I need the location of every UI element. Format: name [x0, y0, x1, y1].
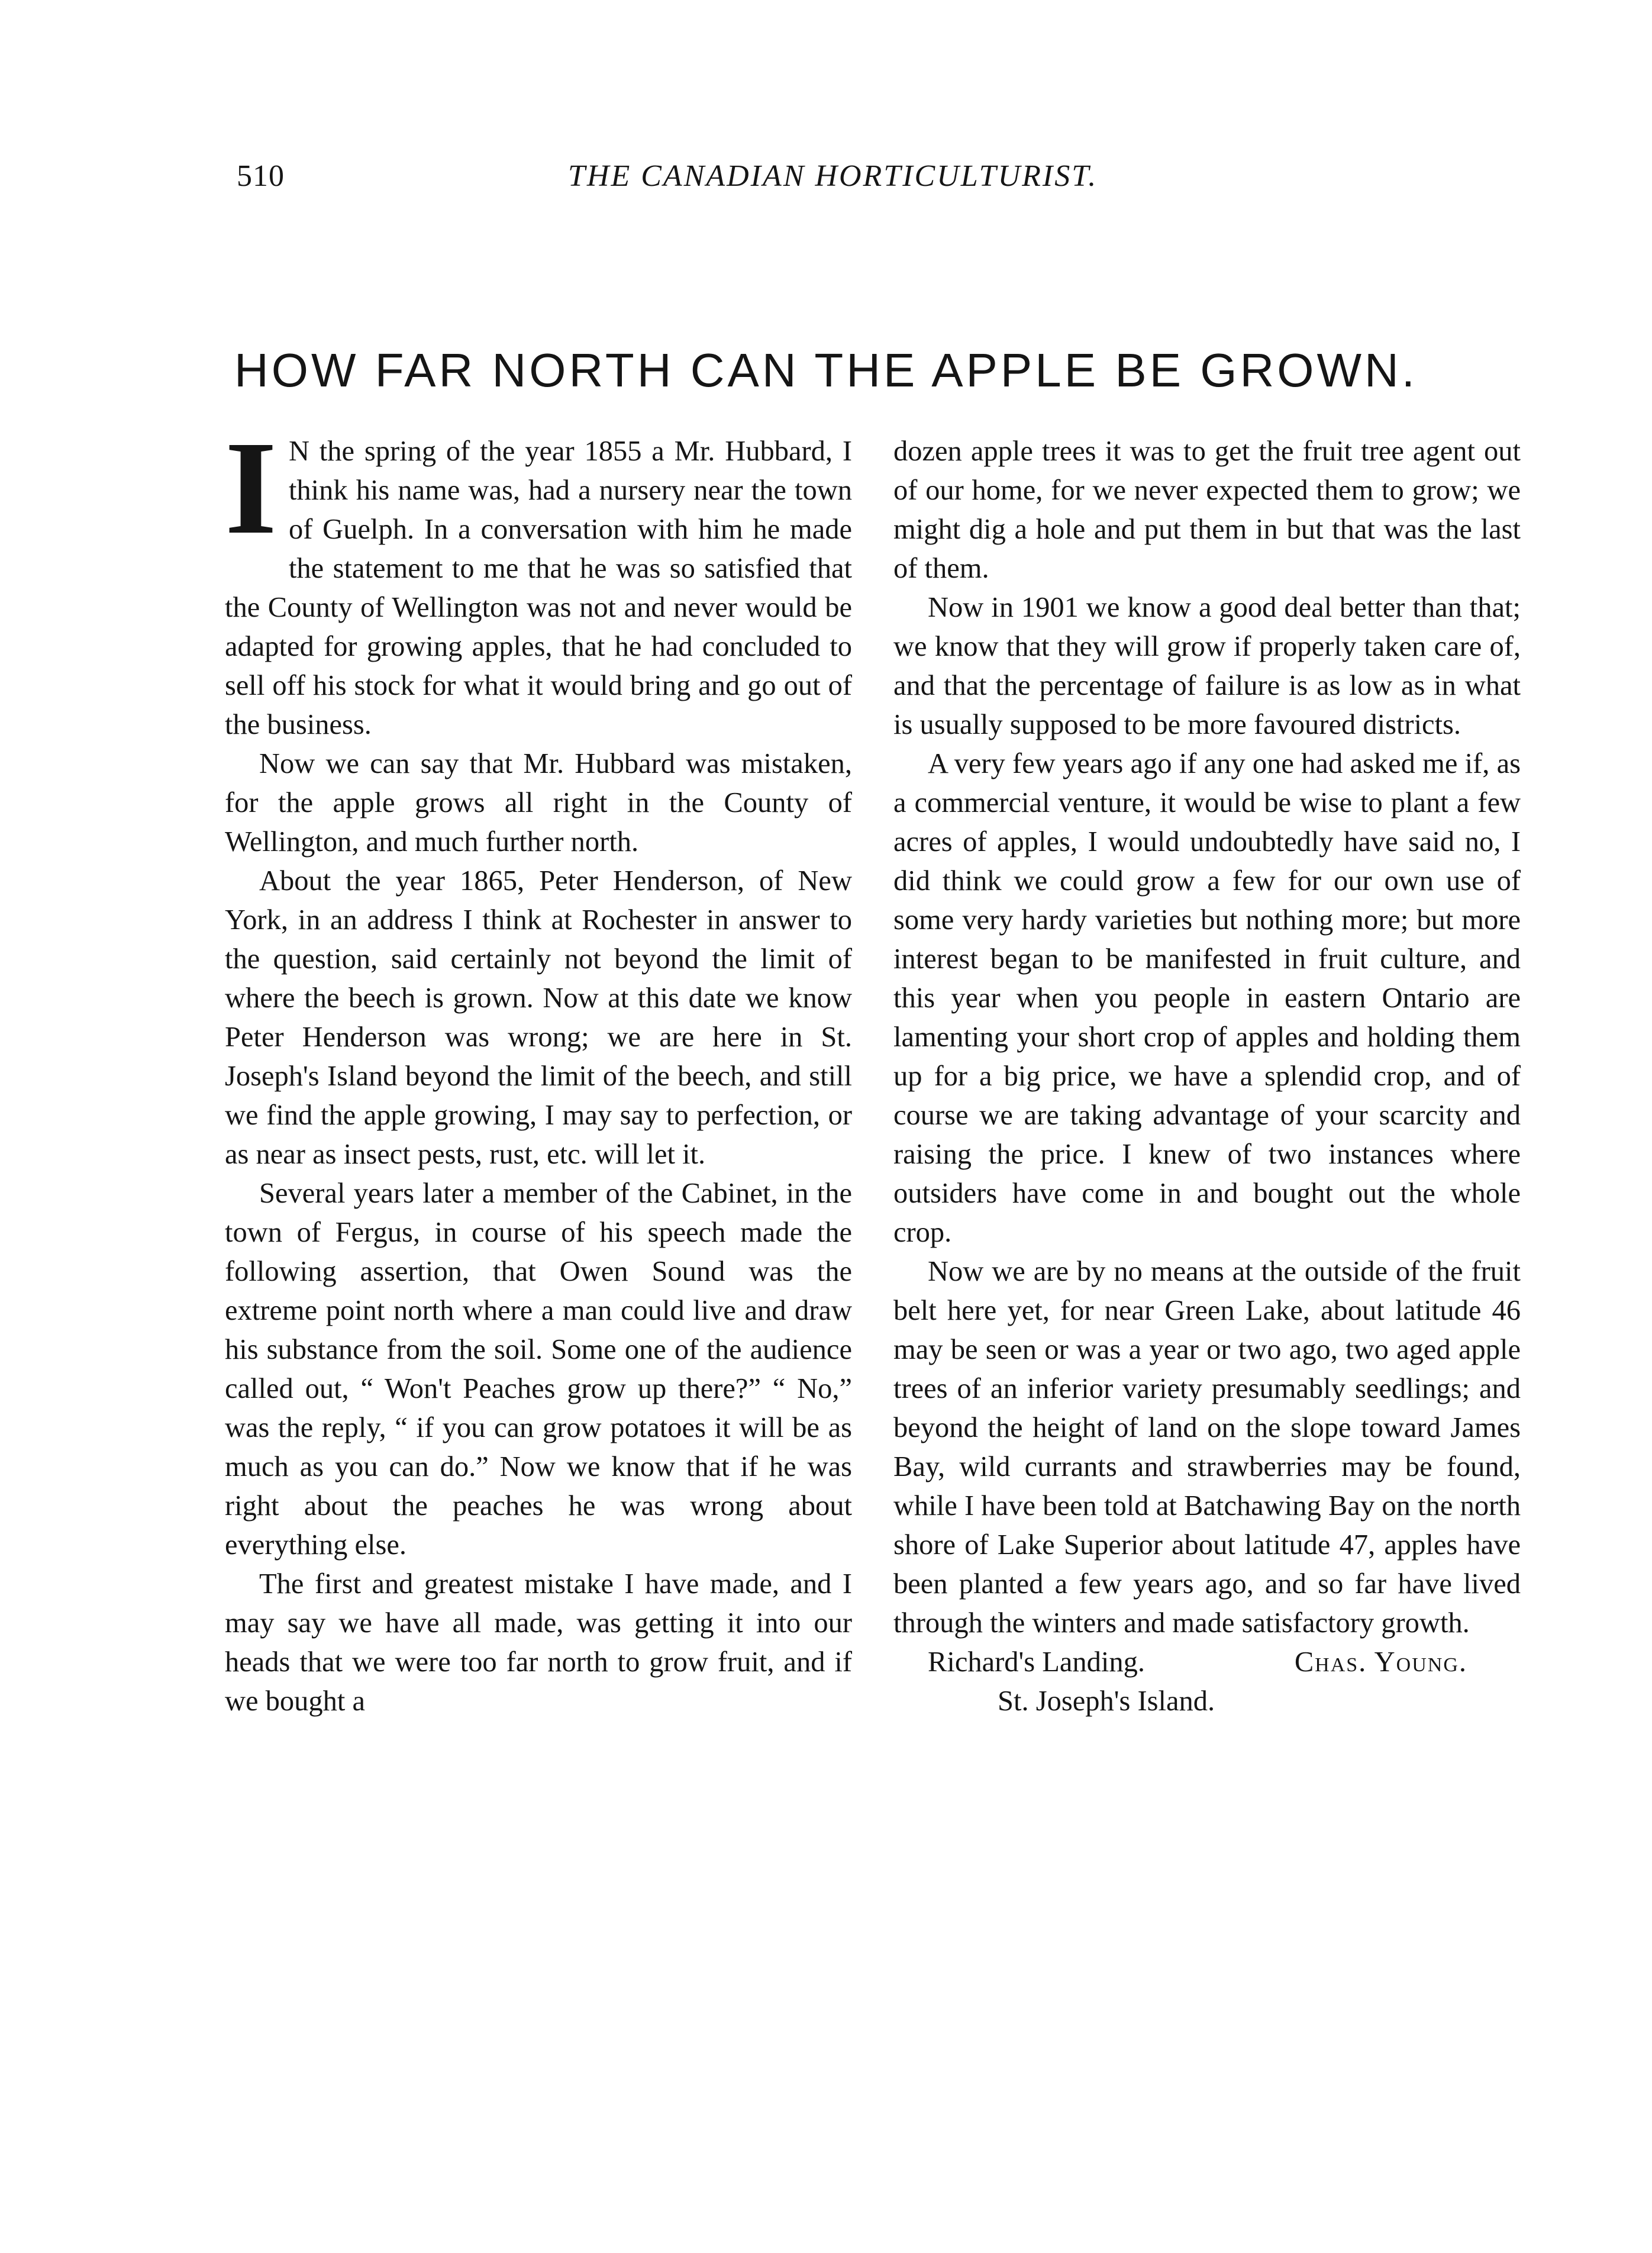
drop-cap: I [225, 414, 277, 562]
signature-name: Chas. Young. [1294, 1646, 1467, 1678]
paragraph-1 [225, 414, 852, 744]
paragraph-1-text: N the spring of the year 1855 a Mr. Hubbard, I think his name was, had a nursery near the town of Guelph. In a conversation with him he made the statement to me that he was so satisfied that the County of Wellington was not and never would be adapted for growing apples, that he had concluded to sell off his stock for what it would bring and go out of the business. [225, 436, 852, 740]
signature-line [893, 1643, 1521, 1682]
right-column [893, 432, 1521, 1721]
paragraph-5: The first and greatest mistake I have made, and I may say we have all made, was getting it into our heads that we were too far north to grow fruit, and if we bought a [225, 1568, 852, 1717]
paragraph-2: Now we can say that Mr. Hubbard was mistaken, for the apple grows all right in the County of Wellington, and much further north. [225, 748, 852, 858]
running-title: THE CANADIAN HORTICULTURIST. [568, 159, 1098, 193]
paragraph-8: A very few years ago if any one had asked me if, as a commercial venture, it would be wise to plant a few acres of apples, I would undoubtedly have said no, I did think we could grow a few for our own use of some very hardy varieties but nothing more; but more interest began to be manifested in fruit culture, and this year when you people in eastern Ontario are lamenting your short crop of apples and holding them up for a big price, we have a splendid crop, and of course we are taking advantage of your scarcity and raising the price. I knew of two instances where outsiders have come in and bought out the whole crop. [893, 748, 1521, 1248]
page-number: 510 [237, 159, 285, 193]
signature-place: Richard's Landing. [928, 1646, 1146, 1678]
article-title: HOW FAR NORTH CAN THE APPLE BE GROWN. [234, 344, 1418, 397]
paragraph-9: Now we are by no means at the outside of the fruit belt here yet, for near Green Lake, about latitude 46 may be seen or was a year or two ago, two aged apple trees of an inferior variety presumably seedlings; and beyond the height of land on the slope toward James Bay, wild currants and strawberries may be found, while I have been told at Batchawing Bay on the north shore of Lake Superior about latitude 47, apples have been planted a few years ago, and so far have lived through the winters and made satisfactory growth. [893, 1256, 1521, 1639]
paragraph-4: Several years later a member of the Cabinet, in the town of Fergus, in course of his speech made the following assertion, that Owen Sound was the extreme point north where a man could live and draw his substance from the soil. Some one of the audience called out, “ Won't Peaches grow up there?” “ No,” was the reply, “ if you can grow potatoes it will be as much as you can do.” Now we know that if he was right about the peaches he was wrong about everything else. [225, 1178, 852, 1561]
signature-island: St. Joseph's Island. [998, 1685, 1215, 1717]
left-column [225, 414, 852, 1721]
page-header [0, 159, 1652, 206]
paragraph-3: About the year 1865, Peter Henderson, of New York, in an address I think at Rochester in answer to the question, said certainly not beyond the limit of where the beech is grown. Now at this date we know Peter Henderson was wrong; we are here in St. Joseph's Island beyond the limit of the beech, and still we find the apple growing, I may say to perfection, or as near as insect pests, rust, etc. will let it. [225, 865, 852, 1170]
paragraph-7: Now in 1901 we know a good deal better than that; we know that they will grow if properly taken care of, and that the percentage of failure is as low as in what is usually supposed to be more favoured districts. [893, 592, 1521, 740]
paragraph-6: dozen apple trees it was to get the fruit tree agent out of our home, for we never expected them to grow; we might dig a hole and put them in but that was the last of them. [893, 436, 1521, 584]
